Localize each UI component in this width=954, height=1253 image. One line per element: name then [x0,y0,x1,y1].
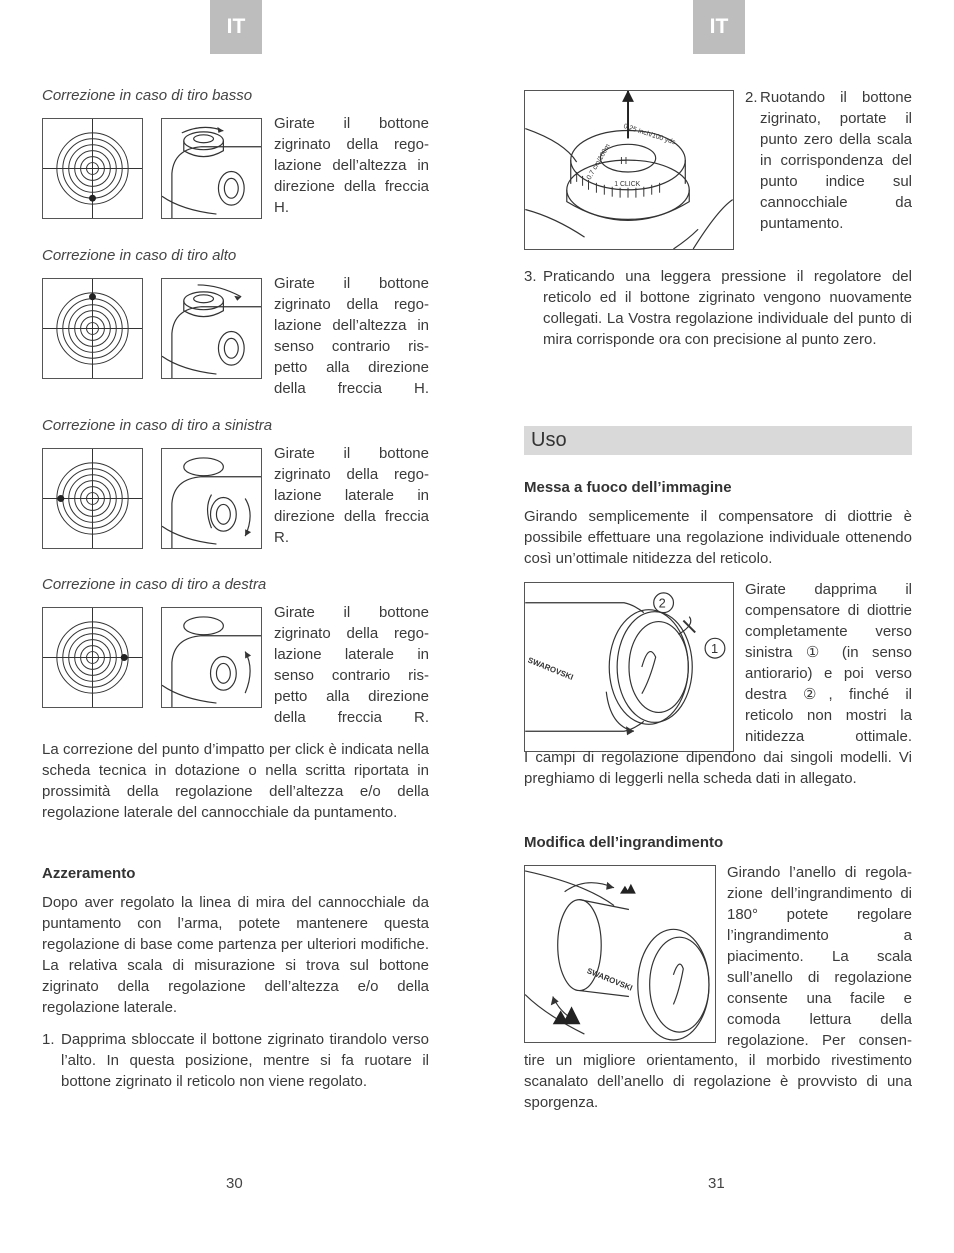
svg-text:0.7 cm/100m: 0.7 cm/100m [585,142,612,182]
caption-shot-low: Correzione in caso di tiro basso [42,87,253,104]
step-text: Praticando una leggera pressione il regolatore del reticolo ed il bottone zigrinato vengono nuovamente collegati. La Vostra regolazione individuale del punto di mira corrisponde ora con precisione al punto zero. [543,268,912,348]
step-text: Ruotando il bottone zigrinato, portate il punto zero della scala in corrispondenza del punto indice sul cannocchiale da puntamento. [760,89,912,232]
turret-diagram-left [161,448,262,549]
section-title: Uso [531,429,567,451]
step-marker-two: 2 [658,595,666,611]
target-icon [43,119,142,218]
zoom-heading: Modifica dell’ingrandimento [524,834,724,851]
brand-logo: SWAROVSKI [585,966,634,993]
zoom-ring-icon [525,866,715,1042]
diopter-figure [524,582,734,752]
focus-heading: Messa a fuoco dell’immagine [524,479,732,496]
target-icon [43,608,142,707]
adjustment-range-paragraph: I campi di regolazione dipendono dai singoli modelli. Vi preghiamo di leggerli nella scheda dati in allegato. [524,749,912,787]
turret-zero-figure [524,90,734,250]
language-tab-right: IT [693,0,745,54]
magnification-figure [524,865,716,1043]
click-correction-paragraph: La correzione del punto d’impatto per click è indicata nella scheda tecnica in dotazione o nella scritta riportata in prossimità della regolazione dell’altezza e/o della regolazione laterale del cannocchiale da puntamento. [42,741,429,821]
zeroing-heading: Azzeramento [42,865,136,882]
brand-logo: SWAROVSKI [526,655,575,682]
magnification-continued: tire un migliore orientamento, il morbido rivestimento scanalato dell’anello di regolazione è provvisto di una sporgenza. [524,1052,912,1111]
instruction-shot-high: Girate il bottone zigrinato della regolazione dell’altezza in senso contrario rispetto alla direzione della freccia H. [274,275,429,397]
zeroing-step-2 [745,87,912,234]
turret-diagram-high [161,278,262,379]
turret-icon [162,608,261,707]
target-icon [43,449,142,548]
svg-text:0.25 inch/100 yds: 0.25 inch/100 yds [622,122,677,147]
target-diagram-low [42,118,143,219]
step-text: Dapprima sbloccate il bottone zigrinato tirandolo verso l’alto. In questa posizione, mentre si fa ruotare il bottone zigrinato il reticolo non viene regolato. [61,1031,429,1090]
caption-shot-high: Correzione in caso di tiro alto [42,247,237,264]
svg-text:1 CLICK: 1 CLICK [614,180,641,188]
language-tab-left: IT [210,0,262,54]
instruction-shot-left: Girate il bottone zigrinato della regolazione laterale in direzione della freccia R. [274,445,429,546]
turret-icon [162,119,261,218]
turret-icon [162,279,261,378]
impact-point-low [89,195,96,202]
turret-diagram-low [161,118,262,219]
turret-knob-icon [525,91,733,249]
page-number-left: 30 [226,1175,243,1192]
caption-shot-left: Correzione in caso di tiro a sinistra [42,417,273,434]
target-diagram-high [42,278,143,379]
step-number: 3. [524,268,537,285]
turret-diagram-right [161,607,262,708]
step-number: 1. [42,1031,55,1048]
caption-shot-right: Correzione in caso di tiro a destra [42,576,267,593]
eyepiece-icon [525,583,733,751]
zeroing-step-1 [42,1029,429,1092]
impact-point-left [57,495,64,502]
step-marker-one: 1 [711,641,719,657]
section-title-bar [524,426,912,455]
impact-point-high [89,293,96,300]
step-number: 2. [745,89,758,106]
zeroing-step-3 [524,266,912,350]
page-number-right: 31 [708,1175,725,1192]
zoom-in-icon [620,884,636,894]
target-diagram-left [42,448,143,549]
target-icon [43,279,142,378]
target-diagram-right [42,607,143,708]
diopter-instruction: Girate dapprima il compensatore di diottrie completamente verso sinistra ① (in senso antiorario) e poi verso destra ②, finché il reticolo non mostri la nitidezza ottimale. [745,581,912,745]
impact-point-right [121,654,128,661]
instruction-shot-right: Girate il bottone zigrinato della regolazione laterale in senso contrario rispetto alla direzione della freccia R. [274,604,429,726]
zeroing-paragraph: Dopo aver regolato la linea di mira del cannocchiale da puntamento con l’arma, potete mantenere questa regolazione di base come partenza per ulteriori modifiche. La relativa scala di misurazione si trova sul bottone zigrinato della regolazione dell’altezza e/o della regolazione laterale. [42,894,429,1016]
instruction-shot-low: Girate il bottone zigrinato della regolazione dell’altezza in direzione della freccia H. [274,115,429,216]
svg-text:H: H [620,156,628,168]
magnification-instruction: Girando l’anello di regolazione dell’ingrandimento di 180° potete regolare l’ingrandimento a piacimento. La scala sull’anello di regolazione consente una facile e comoda lettura della regolazione. Per consen- [727,864,912,1049]
turret-icon [162,449,261,548]
focus-paragraph: Girando semplicemente il compensatore di diottrie è possibile effettuare una regolazione individuale ottenendo così un’ottimale nitidezza del reticolo. [524,508,912,567]
